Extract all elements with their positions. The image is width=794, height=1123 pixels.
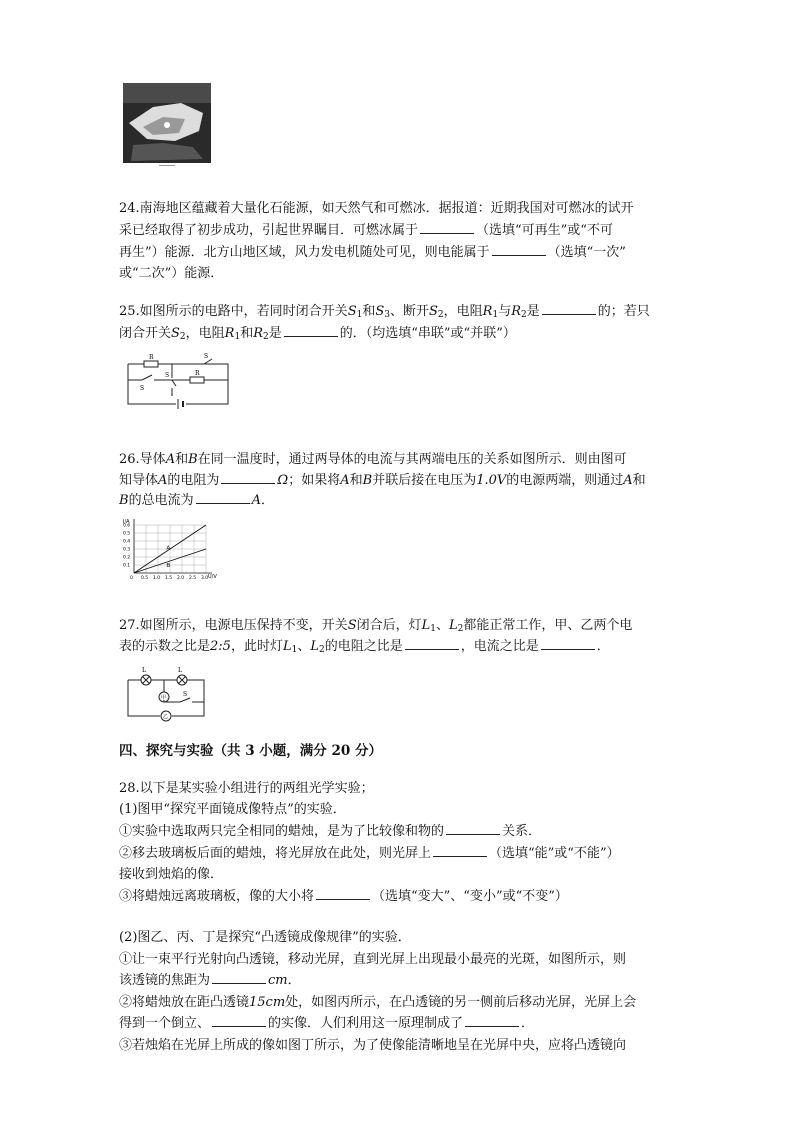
- y-tick-label: 0.5: [123, 531, 131, 537]
- lamp-l1-label: L: [142, 667, 146, 674]
- answer-blank[interactable]: [446, 822, 500, 835]
- meter-jia-label: 甲: [161, 695, 167, 701]
- q28-a1: ①实验中选取两只完全相同的蜡烛，是为了比较像和物的 关系．: [119, 824, 542, 839]
- q24-line2: 采已经取得了初步成功，引起世界瞩目．可燃冰属于 （选填“可再生”或“不可: [119, 223, 613, 238]
- q24-line1: 24.南海地区蕴藏着大量化石能源，如天然气和可燃冰．据报道：近期我国对可燃冰的试开: [119, 201, 634, 216]
- q26-line2: 知导体A的电阻为 Ω；如果将A和B并联后接在电压为1.0V的电源两端，则通过A和: [119, 473, 646, 488]
- resistor-r2-label: R: [195, 370, 200, 377]
- q28-b3: ②将蜡烛放在距凸透镜15cm处，如图丙所示，在凸透镜的另一侧前后移动光屏，光屏上会: [119, 995, 637, 1010]
- q26-line3: B的总电流为 A．: [119, 493, 274, 508]
- answer-blank[interactable]: [284, 324, 338, 337]
- q27-line2: 表的示数之比是2:5，此时灯$L_1$、$L_2$的电阻之比是 ，电流之比是 ．: [119, 639, 610, 655]
- q28-part2: (2)图乙、丙、丁是探究“凸透镜成像规律”的实验．: [119, 930, 411, 945]
- answer-blank[interactable]: [542, 302, 596, 315]
- x-tick-label: 2.5: [189, 576, 197, 581]
- q26-line1: 26.导体A和B在同一温度时，通过两导体的电流与其两端电压的关系如图所示．则由图可: [119, 452, 627, 467]
- lamp-l2-label: L: [178, 667, 182, 674]
- iv-chart: [120, 517, 220, 583]
- answer-blank[interactable]: [433, 844, 487, 857]
- series-label-B: B: [166, 563, 171, 570]
- x-tick-label: 1.5: [165, 576, 173, 581]
- switch-s-label: S: [183, 691, 188, 698]
- series-label-A: A: [166, 545, 171, 552]
- q28-a2c: 接收到烛焰的像．: [119, 867, 224, 882]
- q28-b1: ①让一束平行光射向凸透镜，移动光屏，直到光屏上出现最小最亮的光斑，如图所示，则: [119, 952, 627, 967]
- switch-s3-label: S: [140, 385, 145, 392]
- resistor-r1-label: R: [149, 354, 154, 361]
- q27-line1: 27.如图所示，电源电压保持不变，开关S闭合后，灯$L_1$、$L_2$都能正常工作，甲、乙两个电: [119, 618, 633, 634]
- q28-a2: ②移去玻璃板后面的蜡烛，将光屏放在此处，则光屏上 （选填“能”或“不能”）: [119, 846, 620, 861]
- answer-blank[interactable]: [420, 221, 474, 234]
- switch-s1-label: S: [204, 353, 209, 360]
- y-tick-label: 0.2: [123, 555, 131, 561]
- answer-blank[interactable]: [316, 887, 370, 900]
- section-heading: 四、探究与实验（共 3 小题，满分 20 分）: [119, 743, 382, 759]
- q28-b2: 该透镜的焦距为 cm．: [119, 973, 301, 988]
- y-tick-label: 0.6: [123, 523, 131, 529]
- q28-a3: ③将蜡烛远离玻璃板，像的大小将 （选填“变大”、“变小”或“不变”）: [119, 889, 568, 904]
- x-tick-label: 3.0: [201, 576, 209, 581]
- answer-blank[interactable]: [541, 637, 595, 650]
- origin-label: 0: [130, 576, 133, 581]
- ice-photo: [123, 83, 211, 167]
- q25-line2: 闭合开关$S_2$，电阻$R_1$和$R_2$是 的．（均选填“串联”或“并联”）: [119, 326, 516, 342]
- x-tick-label: 1.0: [153, 576, 161, 581]
- q24-line3: 再生”）能源．北方山地区域，风力发电机随处可见，则电能属于 （选填“一次”: [119, 245, 626, 260]
- answer-blank[interactable]: [405, 637, 459, 650]
- switch-s2-label: S: [165, 372, 170, 379]
- y-tick-label: 0.4: [123, 539, 131, 545]
- q27-circuit-diagram: [124, 664, 208, 722]
- x-tick-label: 2.0: [177, 576, 185, 581]
- q24-line4: 或“二次”）能源．: [119, 266, 224, 281]
- answer-blank[interactable]: [465, 1014, 519, 1027]
- q28-intro: 28.以下是某实验小组进行的两组光学实验；: [119, 781, 374, 796]
- answer-blank[interactable]: [221, 471, 275, 484]
- x-tick-label: 0.5: [141, 576, 149, 581]
- answer-blank[interactable]: [492, 243, 546, 256]
- q28-b5: ③若烛焰在光屏上所成的像如图丁所示，为了使像能清晰地呈在光屏中央，应将凸透镜向: [119, 1038, 627, 1053]
- y-tick-label: 0.3: [123, 547, 131, 553]
- q25-line1: 25.如图所示的电路中，若同时闭合开关$S_1$和$S_3$、断开$S_2$，电阻$R_1$与$R_2$是 的；若只: [119, 304, 650, 320]
- q25-circuit-diagram: [124, 352, 232, 414]
- q28-b4: 得到一个倒立、 的实像．人们利用这一原理制成了 ．: [119, 1016, 535, 1031]
- q28-part1: (1)图甲“探究平面镜成像特点”的实验．: [119, 802, 346, 817]
- chart-xlabel: U/V: [208, 574, 217, 580]
- y-tick-label: 0.1: [123, 563, 131, 569]
- chart-ylabel: I/A: [123, 519, 130, 525]
- answer-blank[interactable]: [212, 971, 266, 984]
- answer-blank[interactable]: [196, 491, 250, 504]
- answer-blank[interactable]: [212, 1014, 266, 1027]
- meter-yi-label: 乙: [163, 714, 169, 720]
